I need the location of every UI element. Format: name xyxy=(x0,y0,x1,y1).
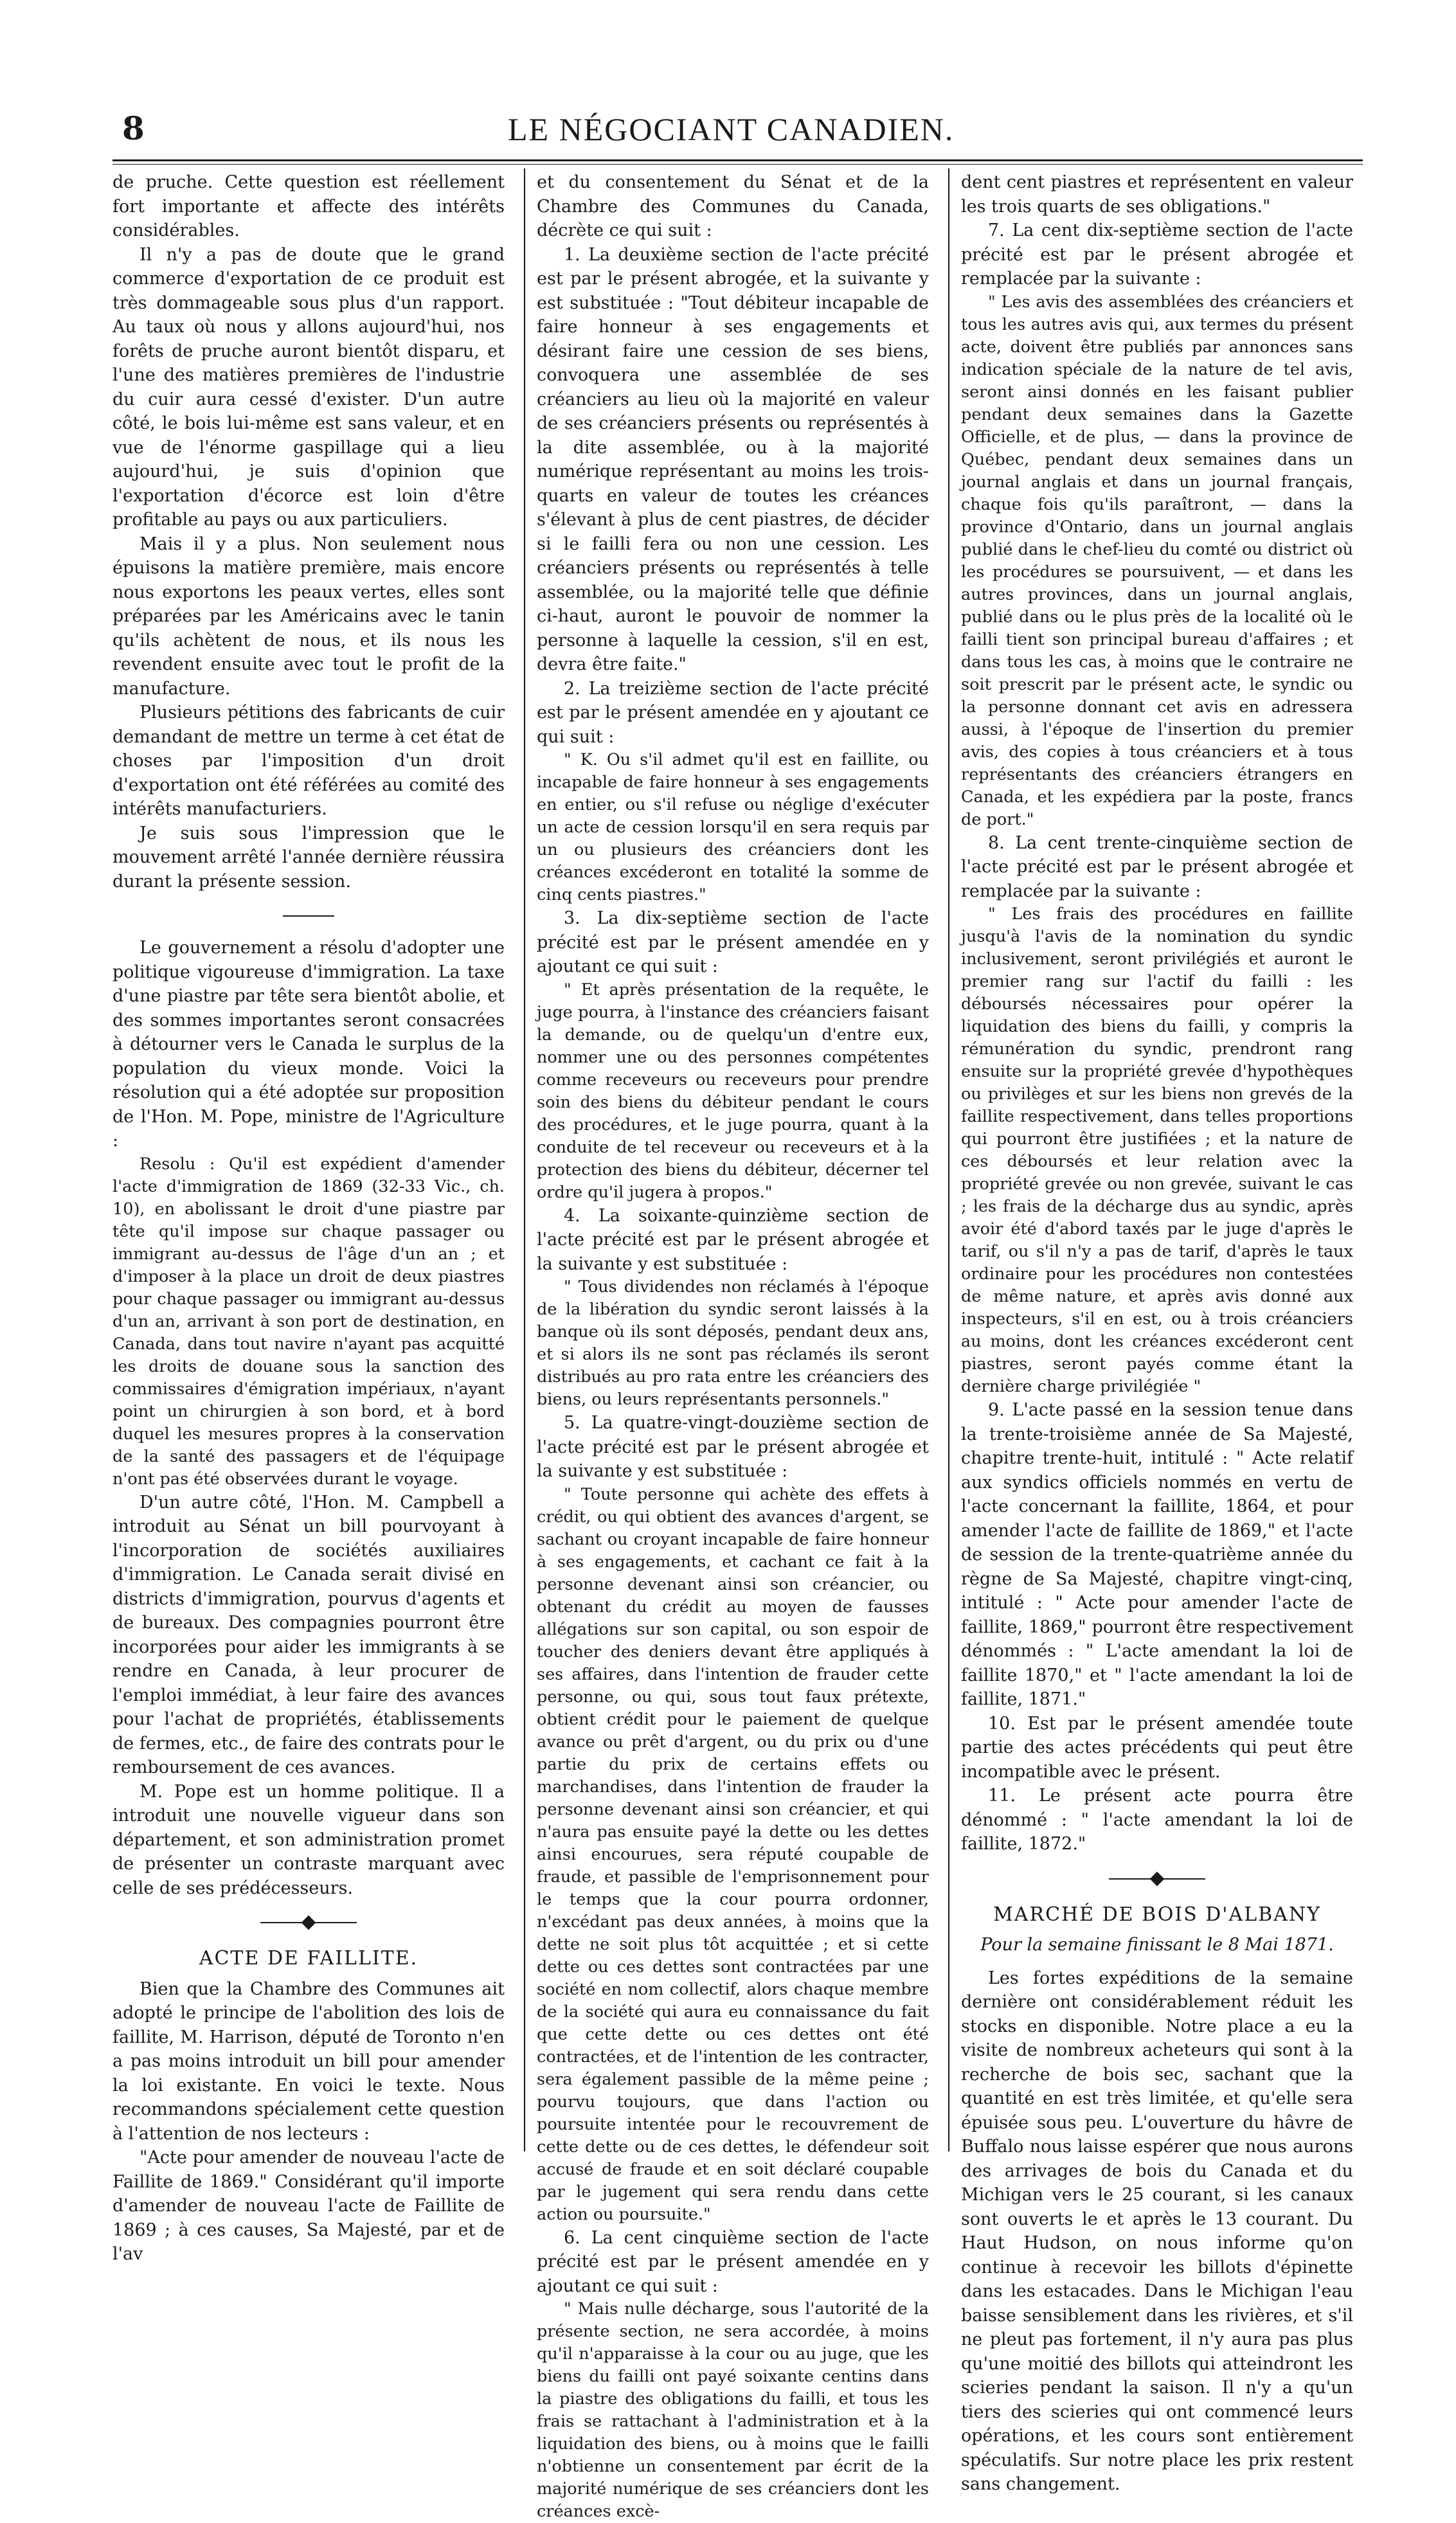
article-paragraph: 1. La deuxième section de l'acte précité est par le présent abrogée, et la suivante y est substituée : "Tout débiteur incapable de faire honneur à ses engagements et désirant faire une cession de ses biens, convoquera une assemblée de ses créanciers au lieu où la majorité en valeur de ses créanciers présents ou représentés à la dite assemblée, ou à la majorité numérique représentant au moins les trois-quarts en valeur de toutes les créances s'élevant à plus de cent piastres, de décider si le failli fera ou non une cession. Les créanciers présents ou représentés à telle assemblée, ou la majorité telle que définie ci-haut, auront le pouvoir de nommer la personne à laquelle la cession, s'il en est, devra être faite." xyxy=(537,244,929,674)
article-paragraph: 3. La dix-septième section de l'acte précité est par le présent amendée en y ajoutant ce qui suit : xyxy=(537,908,929,976)
section-heading-faillite: ACTE DE FAILLITE. xyxy=(199,1947,418,1970)
header-rule xyxy=(112,159,1363,161)
section-subheading: Pour la semaine finissant le 8 Mai 1871. xyxy=(980,1935,1334,1955)
header-rule-thin xyxy=(112,164,1363,165)
article-quote: " K. Ou s'il admet qu'il est en faillite, ou incapable de faire honneur à ses engagements en entier, ou s'il refuse ou néglige d'exécuter un acte de cession lorsqu'il en sera requis par un ou plusieurs des créanciers dont les créances excéderont en totalité la somme de cinq cents piastres." xyxy=(537,750,929,904)
article-quote: " Mais nulle décharge, sous l'autorité de la présente section, ne sera accordée, à moins qu'il n'apparaisse à la cour ou au juge, que les biens du failli ont payé soixante centins dans la piastre des obligations du failli, et tous les frais se rattachant à l'administration et à la liquidation des biens, ou à moins que le failli n'obtienne un consentement par écrit de la majorité numérique de ses créanciers dont les créances excè- xyxy=(537,2299,929,2521)
article-paragraph: Il n'y a pas de doute que le grand commerce d'exportation de ce produit est très dommageable sous plus d'un rapport. Au taux où nous y allons aujourd'hui, nos forêts de pruche auront bientôt disparu, et l'une des matières premières de l'industrie du cuir aura cessé d'exister. D'un autre côté, le bois lui-même est sans valeur, et en vue de l'énorme gaspillage qui a lieu aujourd'hui, je suis d'opinion que l'exportation d'écorce est loin d'être profitable au pays ou aux particuliers. xyxy=(112,244,505,530)
column-3 xyxy=(961,170,1353,2494)
article-paragraph: D'un autre côté, l'Hon. M. Campbell a introduit au Sénat un bill pourvoyant à l'incorporation de sociétés auxiliaires d'immigration. Le Canada serait divisé en districts d'immigration, pourvus d'agents et de bureaux. Des compagnies pourront être incorporées pour aider les immigrants à se rendre en Canada, à leur procurer de l'emploi immédiat, à leur faire des avances pour l'achat de propriétés, établissements de fermes, etc., de faire des contrats pour le remboursement de ces avances. xyxy=(112,1492,505,1777)
page-number: 8 xyxy=(122,109,145,147)
diamond-separator xyxy=(1109,1878,1205,1880)
article-paragraph: M. Pope est un homme politique. Il a introduit une nouvelle vigueur dans son département, et son administration promet de présenter un contraste marquant avec celle de ses prédécesseurs. xyxy=(112,1781,505,1898)
article-quote: " Les avis des assemblées des créanciers et tous les autres avis qui, aux termes du présent acte, doivent être publiés par annonces sans indication spéciale de la nature de tel avis, seront ainsi donnés en les faisant publier pendant deux semaines dans la Gazette Officielle, et de plus, — dans la province de Québec, pendant deux semaines dans un journal anglais et dans un journal français, chaque fois qu'ils paraîtront, — dans la province d'Ontario, dans un journal anglais publié dans le chef-lieu du comté ou district où les procédures se poursuivent, — et dans les autres provinces, dans un journal anglais, publié dans ou le plus près de la localité où le failli tient son principal bureau d'affaires ; et dans tous les cas, à moins que le contraire ne soit prescrit par le présent acte, le syndic ou la personne donnant cet avis en adressera aussi, à l'époque de l'insertion du premier avis, des copies à tous créanciers et à tous représentants des créanciers étrangers en Canada, et les expédiera par la poste, francs de port." xyxy=(961,292,1353,829)
article-paragraph: Les fortes expéditions de la semaine dernière ont considérablement réduit les stocks en disponible. Notre place a eu la visite de nombreux acheteurs qui sont à la recherche de bois sec, sachant que la quantité en est très limitée, et qu'elle sera épuisée sous peu. L'ouverture du hâvre de Buffalo nous laisse espérer que nous aurons des arrivages de bois du Canada et du Michigan vers le 25 courant, si les canaux sont ouverts le et après le 13 courant. Du Haut Hudson, on nous informe qu'on continue à recevoir les billots d'épinette dans les estacades. Dans le Michigan l'eau baisse sensiblement dans les rivières, et s'il ne pleut pas fortement, il n'y aura pas plus qu'une moitié des billots qui atteindront les scieries pendant la saison. Il n'y a qu'un tiers des scieries qui ont commencé leurs opérations, et les cours sont entièrement spéculatifs. Sur notre place les prix restent sans changement. xyxy=(961,1968,1353,2494)
article-paragraph: 9. L'acte passé en la session tenue dans la trente-troisième année de Sa Majesté, chapitre trente-huit, intitulé : " Acte relatif aux syndics officiels nommés en vertu de l'acte concernant la faillite, 1864, et pour amender l'acte de faillite de 1869," et l'acte de session de la trente-quatrième année du règne de Sa Majesté, chapitre vingt-cinq, intitulé : " Acte pour amender l'acte de faillite, 1869," pourront être respectivement dénommés : " L'acte amendant la loi de faillite 1870," et " l'acte amendant la loi de faillite, 1871." xyxy=(961,1400,1353,1709)
diamond-separator xyxy=(260,1922,357,1923)
article-paragraph: 4. La soixante-quinzième section de l'acte précité est par le présent abrogée et la suivante y est substituée : xyxy=(537,1205,929,1274)
section-heading-albany: MARCHÉ DE BOIS D'ALBANY xyxy=(993,1903,1321,1926)
column-1 xyxy=(112,170,505,2264)
article-paragraph: Bien que la Chambre des Communes ait adopté le principe de l'abolition des lois de faillite, M. Harrison, député de Toronto n'en a pas moins introduit un bill pour amender la loi existante. En voici le texte. Nous recommandons spécialement cette question à l'attention de nos lecteurs : xyxy=(112,1979,505,2144)
article-paragraph: 10. Est par le présent amendée toute partie des actes précédents qui peut être incompatible avec le présent. xyxy=(961,1713,1353,1782)
article-paragraph: de pruche. Cette question est réellement fort importante et affecte des intérêts considérables. xyxy=(112,172,505,240)
article-paragraph: et du consentement du Sénat et de la Chambre des Communes du Canada, décrète ce qui suit : xyxy=(537,172,929,240)
article-paragraph: Le gouvernement a résolu d'adopter une politique vigoureuse d'immigration. La taxe d'une piastre par tête sera bientôt abolie, et des sommes importantes seront consacrées à détourner vers le Canada le surplus de la population du vieux monde. Voici la résolution qui a été adoptée sur proposition de l'Hon. M. Pope, ministre de l'Agriculture : xyxy=(112,938,505,1151)
column-divider-2 xyxy=(948,168,949,2151)
article-quote: " Toute personne qui achète des effets à crédit, ou qui obtient des avances d'argent, se sachant ou croyant incapable de faire honneur à ses engagements, et cachant ce fait à la personne devenant ainsi son créancier, ou obtenant du crédit au moyen de fausses allégations sur son capital, ou son espoir de toucher des deniers devant être appliqués à ses affaires, dans l'intention de frauder cette personne, ou qui, sous tout faux prétexte, obtient crédit pour le paiement de quelque avance ou prêt d'argent, ou du prix ou d'une partie du prix de certains effets ou marchandises, dans l'intention de frauder la personne devenant ainsi son créancier, et qui n'aura pas ensuite payé la dette ou les dettes ainsi encourues, sera réputé coupable de fraude, et passible de l'emprisonnement pour le temps que la cour pourra ordonner, n'excédant pas deux années, à moins que la dette ne soit plus tôt acquittée ; et si cette dette ou ces dettes sont contractées par une société en nom collectif, alors chaque membre de la société qui aura eu connaissance du fait que cette dette ou ces dettes ont été contractées, et de l'intention de les contracter, sera également passible de la même peine ; pourvu toujours, que dans l'action ou poursuite intentée pour le recouvrement de cette dette ou de ces dettes, le défendeur soit accusé de fraude et en soit déclaré coupable par le jugement qui sera rendu dans cette action ou poursuite." xyxy=(537,1484,929,2224)
article-paragraph: dent cent piastres et représentent en valeur les trois quarts de ses obligations." xyxy=(961,172,1353,217)
masthead-title: LE NÉGOCIANT CANADIEN. xyxy=(508,111,955,147)
resolution-quote: Resolu : Qu'il est expédient d'amender l'acte d'immigration de 1869 (32-33 Vic., ch. 10), en abolissant le droit d'une piastre par tête qu'il impose sur chaque passager ou immigrant au-dessus de l'âge d'un an ; et d'imposer à la place un droit de deux piastres pour chaque passager ou immigrant au-dessus d'un an, arrivant à son port de destination, en Canada, dans tout navire n'ayant pas acquitté les droits de douane sous la sanction des commissaires d'émigration impériaux, n'ayant point un chirurgien à son bord, et à bord duquel les mesures propres à la conservation de la santé des passagers et de l'équipage n'ont pas été observées durant le voyage. xyxy=(112,1154,505,1489)
column-divider-1 xyxy=(524,168,525,2151)
article-paragraph: Plusieurs pétitions des fabricants de cuir demandant de mettre un terme à cet état de choses par l'imposition d'un droit d'exportation ont été référées au comité des intérêts manufacturiers. xyxy=(112,703,505,819)
article-paragraph: 7. La cent dix-septième section de l'acte précité est par le présent abrogée et remplacée par la suivante : xyxy=(961,220,1353,289)
article-quote: " Les frais des procédures en faillite jusqu'à l'avis de la nomination du syndic inclusivement, seront privilégiés et auront le premier rang sur l'actif du failli : les déboursés nécessaires pour opérer la liquidation des biens du failli, y compris la rémunération du syndic, prendront rang ensuite sur la propriété grevée d'hypothèques ou privilèges et sur les biens non grevés de la faillite respectivement, dans telles proportions qui pourront être justifiées ; et la nature de ces déboursés et leur relation avec la propriété grevée ou non grevée, suivant le cas ; les frais de la décharge dus au syndic, après avoir été d'abord taxés par le juge d'après le tarif, ou s'il n'y a pas de tarif, d'après le taux ordinaire pour les procédures non contestées de même nature, et après avis donné aux inspecteurs, s'il en est, ou à trois créanciers au moins, dont les créances excéderont cent piastres, seront payés comme étant la dernière charge privilégiée " xyxy=(961,904,1353,1396)
article-paragraph: 8. La cent trente-cinquième section de l'acte précité est par le présent abrogée et remplacée par la suivante : xyxy=(961,832,1353,901)
article-quote: " Et après présentation de la requête, le juge pourra, à l'instance des créanciers faisant la demande, ou de quelqu'un d'entre eux, nommer une ou des personnes compétentes comme receveurs ou receveurs pour prendre soin des biens du débiteur pendant le cours des procédures, et le juge pourra, quant à la conduite de tel receveur ou receveurs et à la protection des biens du débiteur, décerner tel ordre qu'il jugera à propos." xyxy=(537,980,929,1202)
column-2 xyxy=(537,170,929,2521)
article-quote: " Tous dividendes non réclamés à l'époque de la libération du syndic seront laissés à la banque où ils sont déposés, pendant deux ans, et si alors ils ne sont pas réclamés ils seront distribués au pro rata entre les créanciers des biens, ou leurs représentants personnels." xyxy=(537,1277,929,1409)
article-paragraph: 6. La cent cinquième section de l'acte précité est par le présent amendée en y ajoutant ce qui suit : xyxy=(537,2227,929,2296)
article-paragraph: 5. La quatre-vingt-douzième section de l'acte précité est par le présent abrogée et la suivante y est substituée : xyxy=(537,1413,929,1481)
article-paragraph: 11. Le présent acte pourra être dénommé : " l'acte amendant la loi de faillite, 1872." xyxy=(961,1786,1353,1854)
section-separator xyxy=(283,915,334,917)
article-paragraph: Je suis sous l'impression que le mouvement arrêté l'année dernière réussira durant la présente session. xyxy=(112,823,505,892)
article-paragraph: Mais il y a plus. Non seulement nous épuisons la matière première, mais encore nous exportons les peaux vertes, elles sont préparées par les Américains avec le tanin qu'ils achètent de nous, et ils nous les revendent ensuite avec tout le profit de la manufacture. xyxy=(112,534,505,699)
article-paragraph: 2. La treizième section de l'acte précité est par le présent amendée en y ajoutant ce qui suit : xyxy=(537,678,929,747)
article-paragraph: "Acte pour amender de nouveau l'acte de Faillite de 1869." Considérant qu'il importe d'amender de nouveau l'acte de Faillite de 1869 ; à ces causes, Sa Majesté, par et de l'av xyxy=(112,2148,505,2264)
